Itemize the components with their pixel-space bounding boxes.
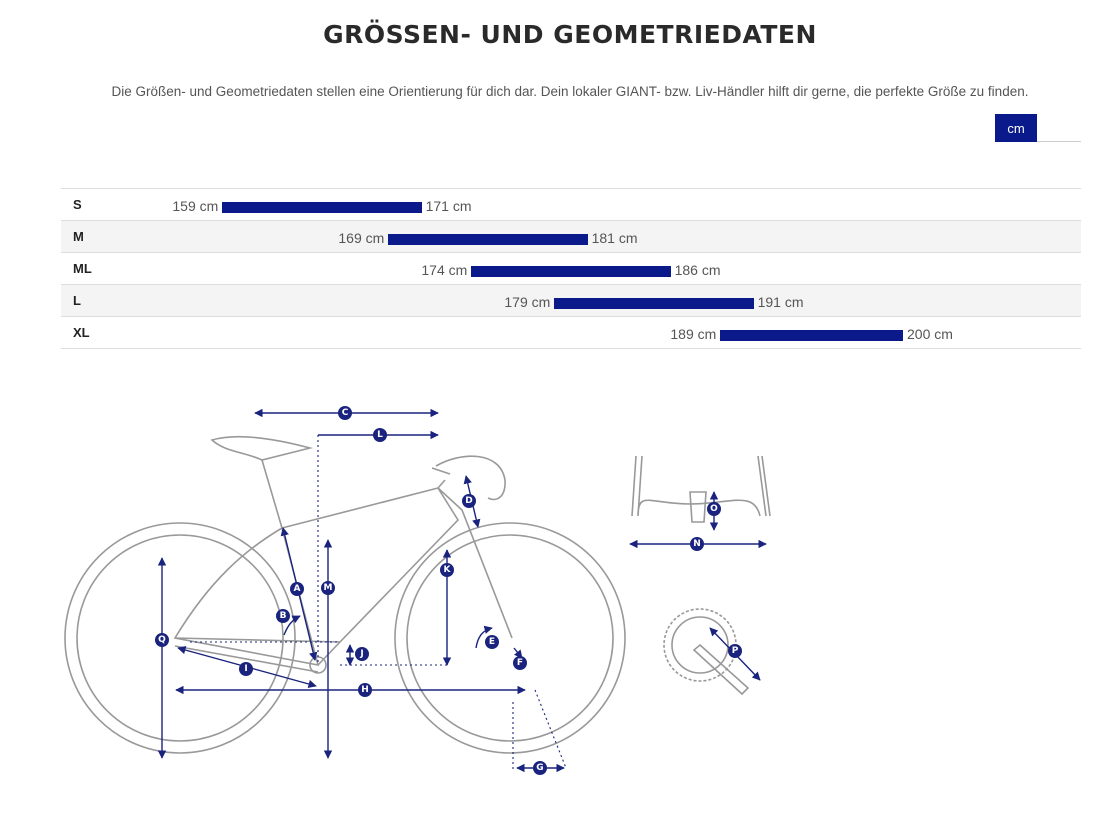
- svg-text:E: E: [488, 637, 496, 647]
- label-badge-E: [485, 635, 499, 649]
- size-range-table: [61, 188, 1081, 349]
- svg-text:O: O: [710, 504, 718, 514]
- label-badge-M: [321, 581, 335, 595]
- size-label: XL: [73, 325, 90, 340]
- svg-text:G: G: [536, 763, 544, 773]
- unit-toggle-divider: [1037, 141, 1081, 142]
- label-badge-O: [707, 502, 721, 516]
- bike-geometry-diagram: [0, 380, 800, 780]
- svg-text:C: C: [341, 408, 349, 418]
- crankset: [664, 609, 760, 694]
- size-range-bar: [720, 330, 903, 341]
- dimension-lines: [162, 413, 566, 770]
- label-badge-K: [440, 563, 454, 577]
- range-min-label: 189 cm: [670, 326, 717, 342]
- size-label: M: [73, 229, 84, 244]
- label-badge-N: [690, 537, 704, 551]
- size-row: [61, 189, 1081, 221]
- svg-text:F: F: [516, 658, 524, 668]
- svg-text:J: J: [360, 649, 364, 659]
- size-range-bar: [554, 298, 753, 309]
- page-title: GRÖSSEN- UND GEOMETRIEDATEN: [323, 20, 817, 49]
- label-badge-A: [290, 582, 304, 596]
- svg-text:P: P: [731, 646, 739, 656]
- size-label: S: [73, 197, 82, 212]
- range-min-label: 174 cm: [421, 262, 468, 278]
- svg-text:N: N: [693, 539, 701, 549]
- size-row: [61, 317, 1081, 349]
- svg-text:I: I: [244, 664, 248, 674]
- svg-text:Q: Q: [158, 635, 166, 645]
- front-wheel: [395, 523, 625, 753]
- size-label: ML: [73, 261, 92, 276]
- svg-text:M: M: [323, 583, 333, 593]
- label-badge-I: [239, 662, 253, 676]
- size-range-bar: [388, 234, 587, 245]
- label-badge-F: [513, 656, 527, 670]
- range-max-label: 171 cm: [425, 198, 472, 214]
- svg-text:L: L: [377, 430, 383, 440]
- svg-text:K: K: [443, 565, 451, 575]
- size-row: [61, 221, 1081, 253]
- size-row: [61, 285, 1081, 317]
- svg-text:D: D: [465, 496, 473, 506]
- size-label: L: [73, 293, 81, 308]
- label-badge-G: [533, 761, 547, 775]
- range-max-label: 200 cm: [907, 326, 953, 342]
- label-badge-C: [338, 406, 352, 420]
- svg-text:H: H: [361, 685, 369, 695]
- size-range-bar: [471, 266, 670, 277]
- unit-toggle-cm-button[interactable]: cm: [995, 114, 1037, 142]
- label-badge-P: [728, 644, 742, 658]
- intro-text: Die Größen- und Geometriedaten stellen eine Orientierung für dich dar. Dein lokaler GIANT- bzw. Liv-Händler hilft dir gerne, die perfekte Größe zu finden.: [111, 84, 1029, 99]
- handlebar-front-view: [630, 456, 770, 544]
- svg-text:B: B: [279, 611, 287, 621]
- svg-text:A: A: [293, 584, 301, 594]
- label-badge-D: [462, 494, 476, 508]
- bike-frame: [175, 437, 512, 673]
- range-min-label: 169 cm: [338, 230, 385, 246]
- label-badge-H: [358, 683, 372, 697]
- range-min-label: 179 cm: [504, 294, 551, 310]
- range-max-label: 186 cm: [674, 262, 721, 278]
- label-badge-L: [373, 428, 387, 442]
- size-row: [61, 253, 1081, 285]
- range-max-label: 191 cm: [757, 294, 804, 310]
- range-min-label: 159 cm: [172, 198, 219, 214]
- label-badge-Q: [155, 633, 169, 647]
- range-max-label: 181 cm: [591, 230, 638, 246]
- label-badge-J: [355, 647, 369, 661]
- label-badge-B: [276, 609, 290, 623]
- size-range-bar: [222, 202, 421, 213]
